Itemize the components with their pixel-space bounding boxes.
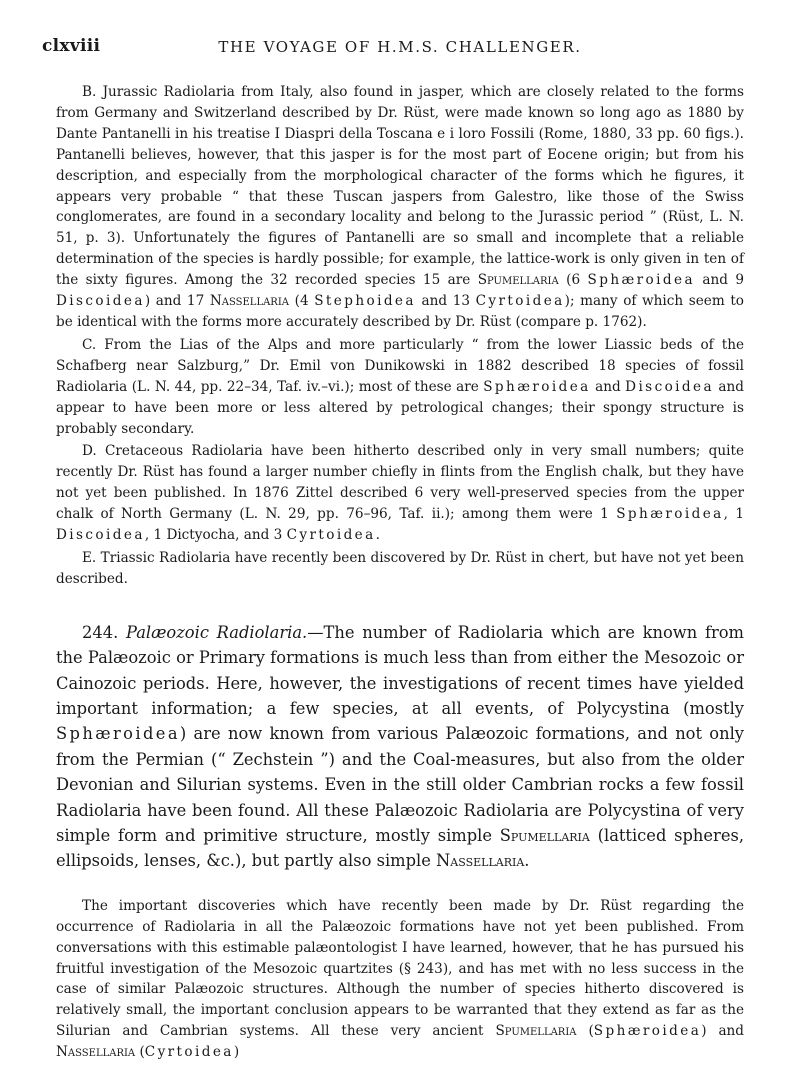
- term-cyrtoidea: Cyrtoidea: [144, 1044, 234, 1061]
- paragraph-triassic: E. Triassic Radiolaria have recently been discovered by Dr. Rüst in chert, but have not yet been described.: [56, 549, 744, 587]
- page-body: [56, 82, 744, 1065]
- paragraph-rust-discoveries: The important discoveries which have recently been made by Dr. Rüst regarding the occurrence of Radiolaria in all the Palæozoic formations have not yet been published. From conversations with this estimable palæontologist I have learned, however, that he has pursued his fruitful investigation of the Mesozoic quartzites (§ 243), and has met with no less success in the case of similar Palæozoic structures. Although the number of species hitherto discovered is relatively small, the important conclusion appears to be warranted that they extend as far as the Silurian and Cambrian systems. All these very ancient Spumellaria (Sphæroidea) and Nassellaria (Cyrtoidea): [56, 897, 745, 1061]
- term-sphaeroidea: Sphæroidea: [56, 724, 180, 744]
- term-nassellaria: Nassellaria: [56, 1044, 136, 1061]
- term-spumellaria: Spumellaria: [495, 1023, 577, 1040]
- section-title: Palæozoic Radiolaria.: [125, 622, 308, 642]
- term-cyrtoidea: Cyrtoidea: [286, 527, 376, 544]
- term-sphaeroidea: Sphæroidea: [483, 378, 591, 395]
- term-spumellaria: Spumellaria: [477, 272, 559, 289]
- term-discoidea: Discoidea: [56, 293, 145, 310]
- section-number: 244.: [82, 622, 126, 642]
- running-title: THE VOYAGE OF H.M.S. CHALLENGER.: [218, 38, 582, 56]
- term-spumellaria: Spumellaria: [499, 826, 590, 845]
- term-discoidea: Discoidea: [625, 378, 714, 395]
- paragraph-cretaceous: D. Cretaceous Radiolaria have been hitherto described only in very small numbers; quite recently Dr. Rüst has found a larger number chiefly in flints from the English chalk, but they have not yet been published. In 1876 Zittel described 6 very well-preserved species from the upper chalk of North Germany (L. N. 29, pp. 76–96, Taf. ii.); among them were 1 Sphæroidea, 1 Discoidea, 1 Dictyocha, and 3 Cyrtoidea.: [56, 443, 745, 544]
- term-nassellaria: Nassellaria: [436, 851, 525, 871]
- section-244-palaeozoic-radiolaria: 244. Palæozoic Radiolaria.—The number of Radiolaria which are known from the Palæozoic or Primary formations is much less than from either the Mesozoic or Cainozoic periods. Here, however, the investigations of recent times have yielded important information; a few species, at all events, of Polycystina (mostly Sphæroidea) are now known from various Palæozoic formations, and not only from the Permian (“ Zechstein ”) and the Coal-measures, but also from the older Devonian and Silurian systems. Even in the still older Cambrian rocks a few fossil Radiolaria have been found. All these Palæozoic Radiolaria are Polycystina of very simple form and primitive structure, mostly simple Spumellaria (latticed spheres, ellipsoids, lenses, &c.), but partly also simple Nassellaria.: [56, 622, 744, 871]
- term-sphaeroidea: Sphæroidea: [587, 272, 695, 289]
- page-number: clxviii: [42, 36, 101, 56]
- term-discoidea: Discoidea: [56, 527, 145, 544]
- term-sphaeroidea: Sphæroidea: [616, 506, 724, 523]
- term-cyrtoidea: Cyrtoidea: [475, 293, 565, 310]
- page-header: [42, 36, 758, 60]
- term-nassellaria: Nassellaria: [209, 293, 290, 310]
- term-stephoidea: Stephoidea: [314, 293, 416, 310]
- paragraph-lias-alps: C. From the Lias of the Alps and more particularly “ from the lower Liassic beds of the Schafberg near Salzburg,” Dr. Emil von Dunikowski in 1882 described 18 species of fossil Radiolaria (L. N. 44, pp. 22–34, Taf. iv.–vi.); most of these are Sphæroidea and Discoidea and appear to have been more or less altered by petrological changes; their spongy structure is probably secondary.: [56, 336, 744, 437]
- term-sphaeroidea: Sphæroidea: [593, 1023, 702, 1040]
- paragraph-jurassic-italy: B. Jurassic Radiolaria from Italy, also found in jasper, which are closely related to the forms from Germany and Switzerland described by Dr. Rüst, were made known so long ago as 1880 by Dante Pantanelli in his treatise I Diaspri della Toscana e i loro Fossili (Rome, 1880, 33 pp. 60 figs.). Pantanelli believes, however, that this jasper is for the most part of Eocene origin; but from his description, and especially from the morphological character of the forms which he figures, it appears very probable “ that these Tuscan jaspers from Galestro, like those of the Swiss conglomerates, are found in a secondary locality and belong to the Jurassic period ” (Rüst, L. N. 51, p. 3). Unfortunately the figures of Pantanelli are so small and incomplete that a reliable determination of the species is hardly possible; for example, the lattice-work is only given in ten of the sixty figures. Among the 32 recorded species 15 are Spumellaria (6 Sphæroidea and 9 Discoidea) and 17 Nassellaria (4 Stephoidea and 13 Cyrtoidea); many of which seem to be identical with the forms more accurately described by Dr. Rüst (compare p. 1762).: [56, 84, 744, 330]
